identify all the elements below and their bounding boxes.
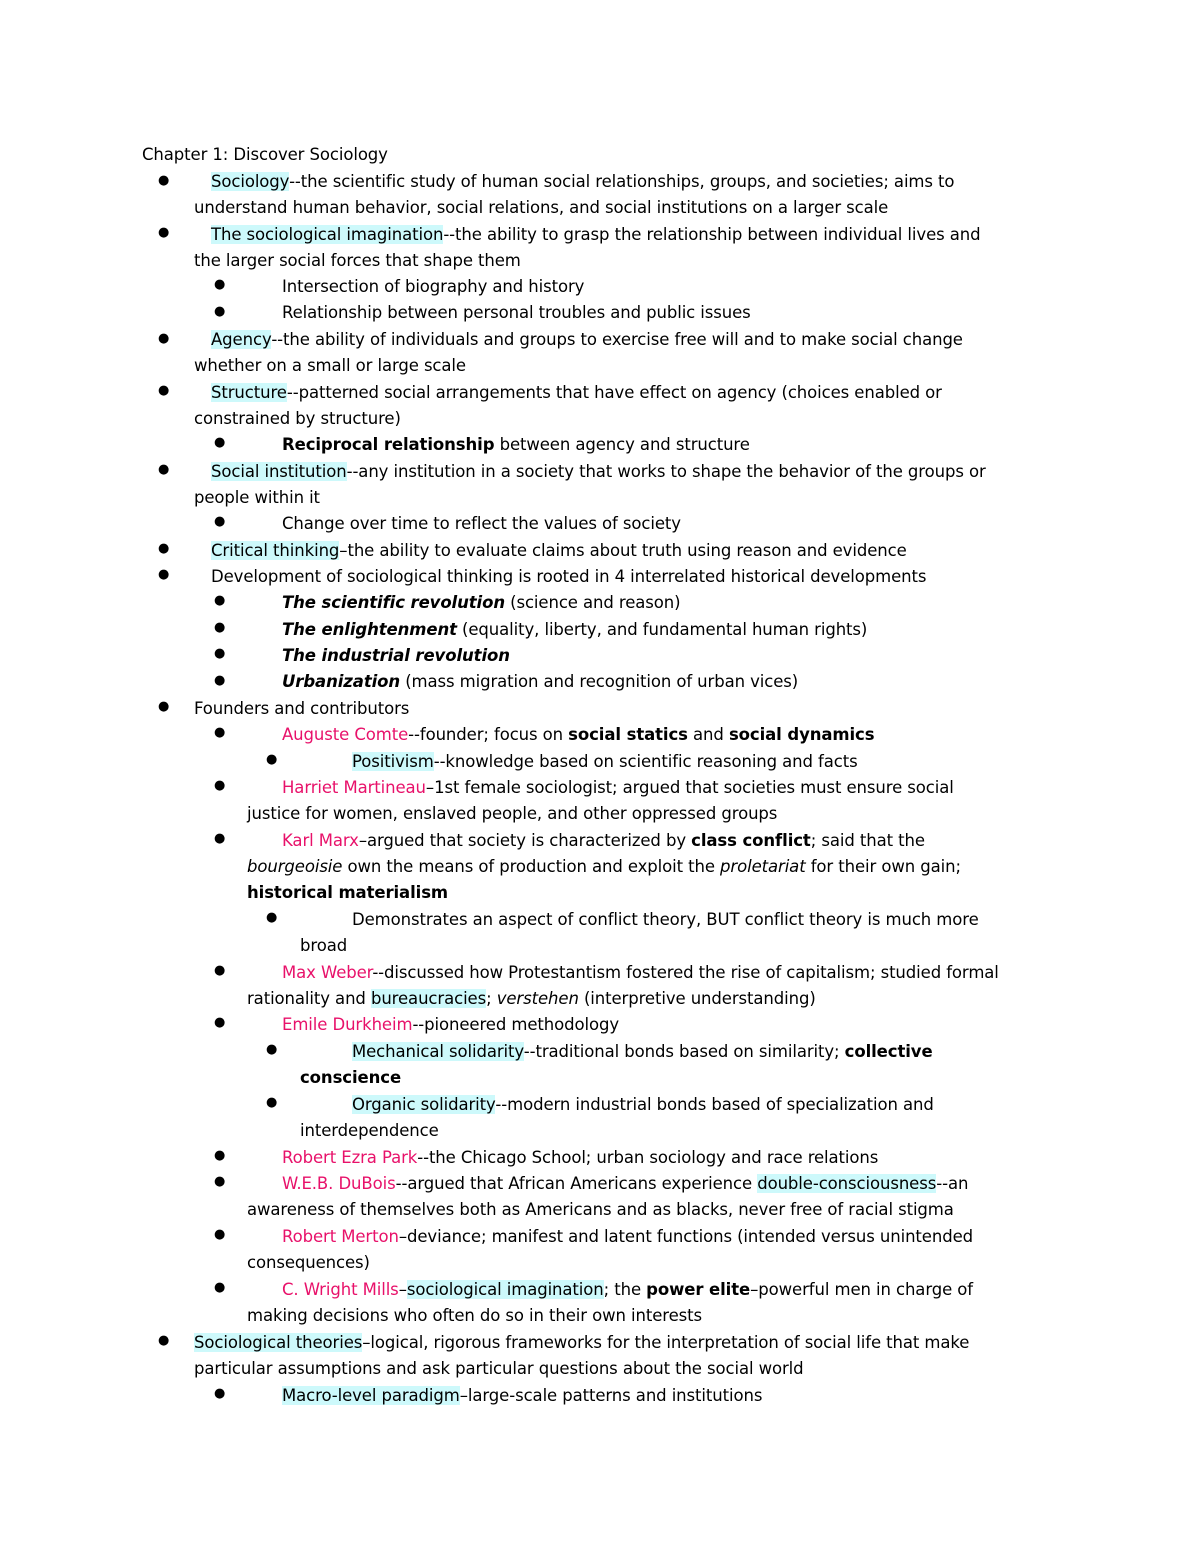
list-item: Founders and contributors [194,699,410,718]
bullet-icon: ● [158,173,170,188]
bullet-icon: ● [158,541,170,556]
list-item: Social institution--any institution in a society that works to shape the behavior of the groups or [211,462,986,481]
list-item-continuation: interdependence [300,1121,439,1140]
list-item-continuation: bourgeoisie own the means of production and exploit the proletariat for their own gain; [247,857,961,876]
list-item: Harriet Martineau–1st female sociologist; argued that societies must ensure social [282,778,954,797]
page-title: Chapter 1: Discover Sociology [142,145,388,164]
bullet-icon: ● [158,1333,170,1348]
bullet-icon: ● [158,225,170,240]
list-item-continuation: awareness of themselves both as Americans and as blacks, never free of racial stigma [247,1200,954,1219]
person-name: W.E.B. DuBois [282,1174,396,1193]
person-name: Max Weber [282,963,373,982]
bullet-icon: ● [214,778,226,793]
term-highlight: Social institution [211,462,347,481]
bullet-icon: ● [214,1015,226,1030]
bullet-icon: ● [158,383,170,398]
list-item: Auguste Comte--founder; focus on social statics and social dynamics [282,725,875,744]
person-name: Auguste Comte [282,725,409,744]
bullet-icon: ● [158,699,170,714]
term-highlight: Sociology [211,172,290,191]
person-name: C. Wright Mills [282,1280,399,1299]
bullet-icon: ● [158,567,170,582]
person-name: Robert Ezra Park [282,1148,418,1167]
bullet-icon: ● [266,910,278,925]
bullet-icon: ● [214,963,226,978]
list-item: Relationship between personal troubles and public issues [282,303,751,322]
list-item: Karl Marx–argued that society is characterized by class conflict; said that the [282,831,925,850]
bullet-icon: ● [266,1095,278,1110]
list-item: Robert Ezra Park--the Chicago School; urban sociology and race relations [282,1148,879,1167]
list-item-continuation: rationality and bureaucracies; verstehen (interpretive understanding) [247,989,816,1008]
list-item: Demonstrates an aspect of conflict theory, BUT conflict theory is much more [352,910,979,929]
person-name: Emile Durkheim [282,1015,413,1034]
list-item-continuation: whether on a small or large scale [194,356,466,375]
bullet-icon: ● [214,620,226,635]
term-highlight: Sociological theories [194,1333,363,1352]
bullet-icon: ● [214,514,226,529]
list-item: The sociological imagination--the ability to grasp the relationship between individual lives and [211,225,981,244]
term-highlight: Mechanical solidarity [352,1042,524,1061]
bullet-icon: ● [214,277,226,292]
term-highlight: The sociological imagination [211,225,444,244]
list-item-continuation: broad [300,936,348,955]
bullet-icon: ● [214,1148,226,1163]
list-item: Organic solidarity--modern industrial bonds based of specialization and [352,1095,934,1114]
bullet-icon: ● [214,1280,226,1295]
list-item: Sociological theories–logical, rigorous frameworks for the interpretation of social life that make [194,1333,970,1352]
list-item: C. Wright Mills–sociological imagination; the power elite–powerful men in charge of [282,1280,973,1299]
list-item-continuation: justice for women, enslaved people, and other oppressed groups [247,804,778,823]
list-item: The enlightenment (equality, liberty, and fundamental human rights) [282,620,868,639]
list-item: Positivism--knowledge based on scientific reasoning and facts [352,752,858,771]
person-name: Robert Merton [282,1227,399,1246]
list-item-continuation: the larger social forces that shape them [194,251,521,270]
bullet-icon: ● [214,831,226,846]
list-item: Macro-level paradigm–large-scale patterns and institutions [282,1386,763,1405]
list-item: Structure--patterned social arrangements that have effect on agency (choices enabled or [211,383,942,402]
bullet-icon: ● [266,1042,278,1057]
term-highlight: Positivism [352,752,434,771]
list-item: Critical thinking–the ability to evaluate claims about truth using reason and evidence [211,541,907,560]
list-item-continuation: consequences) [247,1253,370,1272]
term-highlight: Organic solidarity [352,1095,496,1114]
bullet-icon: ● [214,673,226,688]
bullet-icon: ● [214,646,226,661]
term-highlight: bureaucracies [370,989,487,1008]
list-item: Max Weber--discussed how Protestantism fostered the rise of capitalism; studied formal [282,963,999,982]
term-highlight: double-consciousness [757,1174,937,1193]
bullet-icon: ● [266,752,278,767]
list-item: Reciprocal relationship between agency and structure [282,435,750,454]
list-item-continuation: understand human behavior, social relations, and social institutions on a larger scale [194,198,889,217]
list-item: Change over time to reflect the values of society [282,514,681,533]
list-item-continuation: conscience [300,1068,402,1087]
list-item: The scientific revolution (science and reason) [282,593,681,612]
list-item-continuation: people within it [194,488,320,507]
bullet-icon: ● [158,462,170,477]
bullet-icon: ● [158,331,170,346]
list-item: Agency--the ability of individuals and groups to exercise free will and to make social change [211,330,963,349]
bullet-icon: ● [214,1227,226,1242]
term-highlight: Macro-level paradigm [282,1386,460,1405]
term-highlight: Structure [211,383,287,402]
list-item-continuation: constrained by structure) [194,409,401,428]
list-item: Mechanical solidarity--traditional bonds based on similarity; collective [352,1042,933,1061]
bullet-icon: ● [214,593,226,608]
list-item: Urbanization (mass migration and recognition of urban vices) [282,672,799,691]
term-highlight: sociological imagination [406,1280,604,1299]
person-name: Harriet Martineau [282,778,426,797]
list-item-continuation: historical materialism [247,883,449,902]
list-item: The industrial revolution [282,646,510,665]
person-name: Karl Marx [282,831,359,850]
list-item: Intersection of biography and history [282,277,585,296]
bullet-icon: ● [214,304,226,319]
term-highlight: Agency [211,330,272,349]
bullet-icon: ● [214,435,226,450]
list-item: Emile Durkheim--pioneered methodology [282,1015,619,1034]
bullet-icon: ● [214,1174,226,1189]
list-item-continuation: making decisions who often do so in their own interests [247,1306,703,1325]
list-item: Robert Merton–deviance; manifest and latent functions (intended versus unintended [282,1227,974,1246]
list-item: Sociology--the scientific study of human social relationships, groups, and societies; aims to [211,172,955,191]
list-item: Development of sociological thinking is rooted in 4 interrelated historical developments [211,567,927,586]
bullet-icon: ● [214,1386,226,1401]
list-item-continuation: particular assumptions and ask particular questions about the social world [194,1359,804,1378]
term-highlight: Critical thinking [211,541,340,560]
bullet-icon: ● [214,725,226,740]
list-item: W.E.B. DuBois--argued that African Americans experience double-consciousness--an [282,1174,969,1193]
